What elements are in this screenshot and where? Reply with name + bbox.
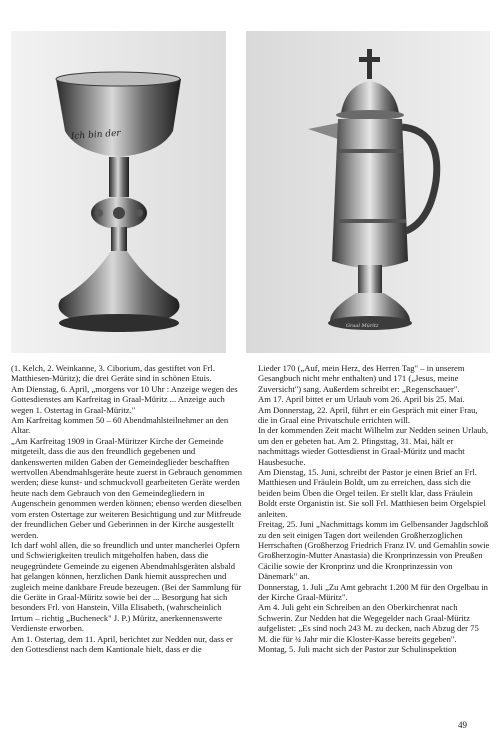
paragraph: Donnerstag, 1. Juli „Zu Amt gebracht 1.200 M für den Orgelbau in der Kirche Graal-Müritz". xyxy=(258,581,488,602)
photo-wine-jug xyxy=(246,31,490,353)
paragraph: Montag, 5. Juli macht sich der Pastor zur Schulinspektion xyxy=(258,643,457,654)
paragraph: „Am Karfreitag 1909 in Graal-Müritzer Kirche der Gemeinde mitgeteilt, dass die aus den freundlich gegebenen und dankenswerten milden Gaben der Gemeindeglieder beschafften wertvollen Abendmahlsgeräte heute zuerst in Gebrauch genommen werden; diese kunst- und schmuckvoll gearbeiteten Geräte werden heute nach dem Gebrauch von den Gemeindegliedern in Augenschein genommen werden können; ebenso werden dieselben vom ersten Ostertage zur weiteren Besichtigung und zur Mitfreude der freundlichen Geber und Geberinnen in der Kirche ausgestellt werden. xyxy=(11,435,242,540)
page-number: 49 xyxy=(458,720,467,730)
text-column-left xyxy=(11,363,243,654)
paragraph: Am Dienstag, 6. April, „morgens vor 10 Uhr : Anzeige wegen des Gottesdienstes am Karfreitag in Graal-Müritz ... Anzeige auch wegen 1. Ostertag in Graal-Müritz." xyxy=(11,383,238,415)
paragraph: Ich darf wohl allen, die so freundlich und unter mancherlei Opfern und Schwierigkeiten treulich mitgeholfen haben, dass die neugegründete Gemeinde zu eigenen Abendmahlsgeräten alsbald hat gelangen können, herzlichen Dank hiemit aussprechen und zugleich meine dankbare Freude bezeugen. (Bei der Sammlung für die Geräte in Graal-Müritz sowie bei der ... Besorgung hat sich besonders Frl. von Hanstein, Villa Elisabeth, (wahrscheinlich Irrtum – richtig „Bucheneck" J. P.) Müritz, anerkennenswerte Verdienste erworben. xyxy=(11,539,242,634)
paragraph: Am 4. Juli geht ein Schreiben an den Oberkirchenrat nach Schwerin. Zur Nedden hat die Wegegelder nach Graal-Müritz aufgelistet: „Es sind noch 243 M. zu decken, nach Abzug der 75 M. die für ¾ Jahr mir die Kloster-Kasse bereits gegeben". xyxy=(258,602,479,644)
paragraph: Freitag, 25. Juni „Nachmittags komm im Gelbensander Jagdschloß zu den seit einigen Tagen dort weilenden Großherzoglichen Herrschaften (Großherzog Friedrich Franz IV. und Gemahlin sowie Großherzogin-Mutter Anastasia) die Kronprinzessin von Preußen Cäcilie sowie der Kronprinz und die Kronprinzessin von Dänemark" an. xyxy=(258,519,490,582)
paragraph: Am 1. Ostertag, dem 11. April, berichtet zur Nedden nur, dass er den Gottesdienst nach dem Kantionale hielt, dass er die xyxy=(11,633,233,654)
jug-illustration xyxy=(246,31,490,353)
paragraph: Am Karfreitag kommen 50 – 60 Abendmahlsteilnehmer an den Altar. xyxy=(11,415,229,436)
paragraph: Am Donnerstag, 22. April, führt er ein Gespräch mit einer Frau, die in Graal eine Privatschule errichten will. xyxy=(258,404,478,426)
paragraph: Am 17. April bittet er um Urlaub vom 26. April bis 25. Mai. xyxy=(258,394,465,405)
paragraph: Lieder 170 („Auf, mein Herz, des Herren Tag" – in unserem Gesangbuch nicht mehr enthalten) und 171 („Jesus, meine Zuversicht") sang. Außerdem schreibt er: „Regenschauer". xyxy=(258,363,465,394)
text-column-right xyxy=(258,363,490,654)
paragraph: In der kommenden Zeit macht Wilhelm zur Nedden seinen Urlaub, um den er gebeten hat. Am 2. Pfingsttag, 31. Mai, hält er nachmittags wieder Gottesdienst in Graal-Müritz und macht Hausbesuche. xyxy=(258,425,489,467)
jug-engraving: Graal Müritz xyxy=(346,323,379,329)
paragraph: (1. Kelch, 2. Weinkanne, 3. Ciborium, das gestiftet von Frl. Matthiesen-Müritz); die drei Geräte sind in schönen Etuis. xyxy=(11,363,215,384)
paragraph: Am Dienstag, 15. Juni, schreibt der Pastor je einen Brief an Frl. Matthiesen und Fräulein Boldt, um zu erreichen, dass sich die beiden beim Üben die Orgel teilen. Er stellt klar, dass Fräulein Boldt erste Organistin ist. Sie soll Frl. Matthiesen beim Orgelspiel anleiten. xyxy=(258,467,486,519)
chalice-engraving: Ich bin der xyxy=(70,128,122,142)
chalice-illustration xyxy=(11,31,226,353)
photo-chalice xyxy=(11,31,226,353)
